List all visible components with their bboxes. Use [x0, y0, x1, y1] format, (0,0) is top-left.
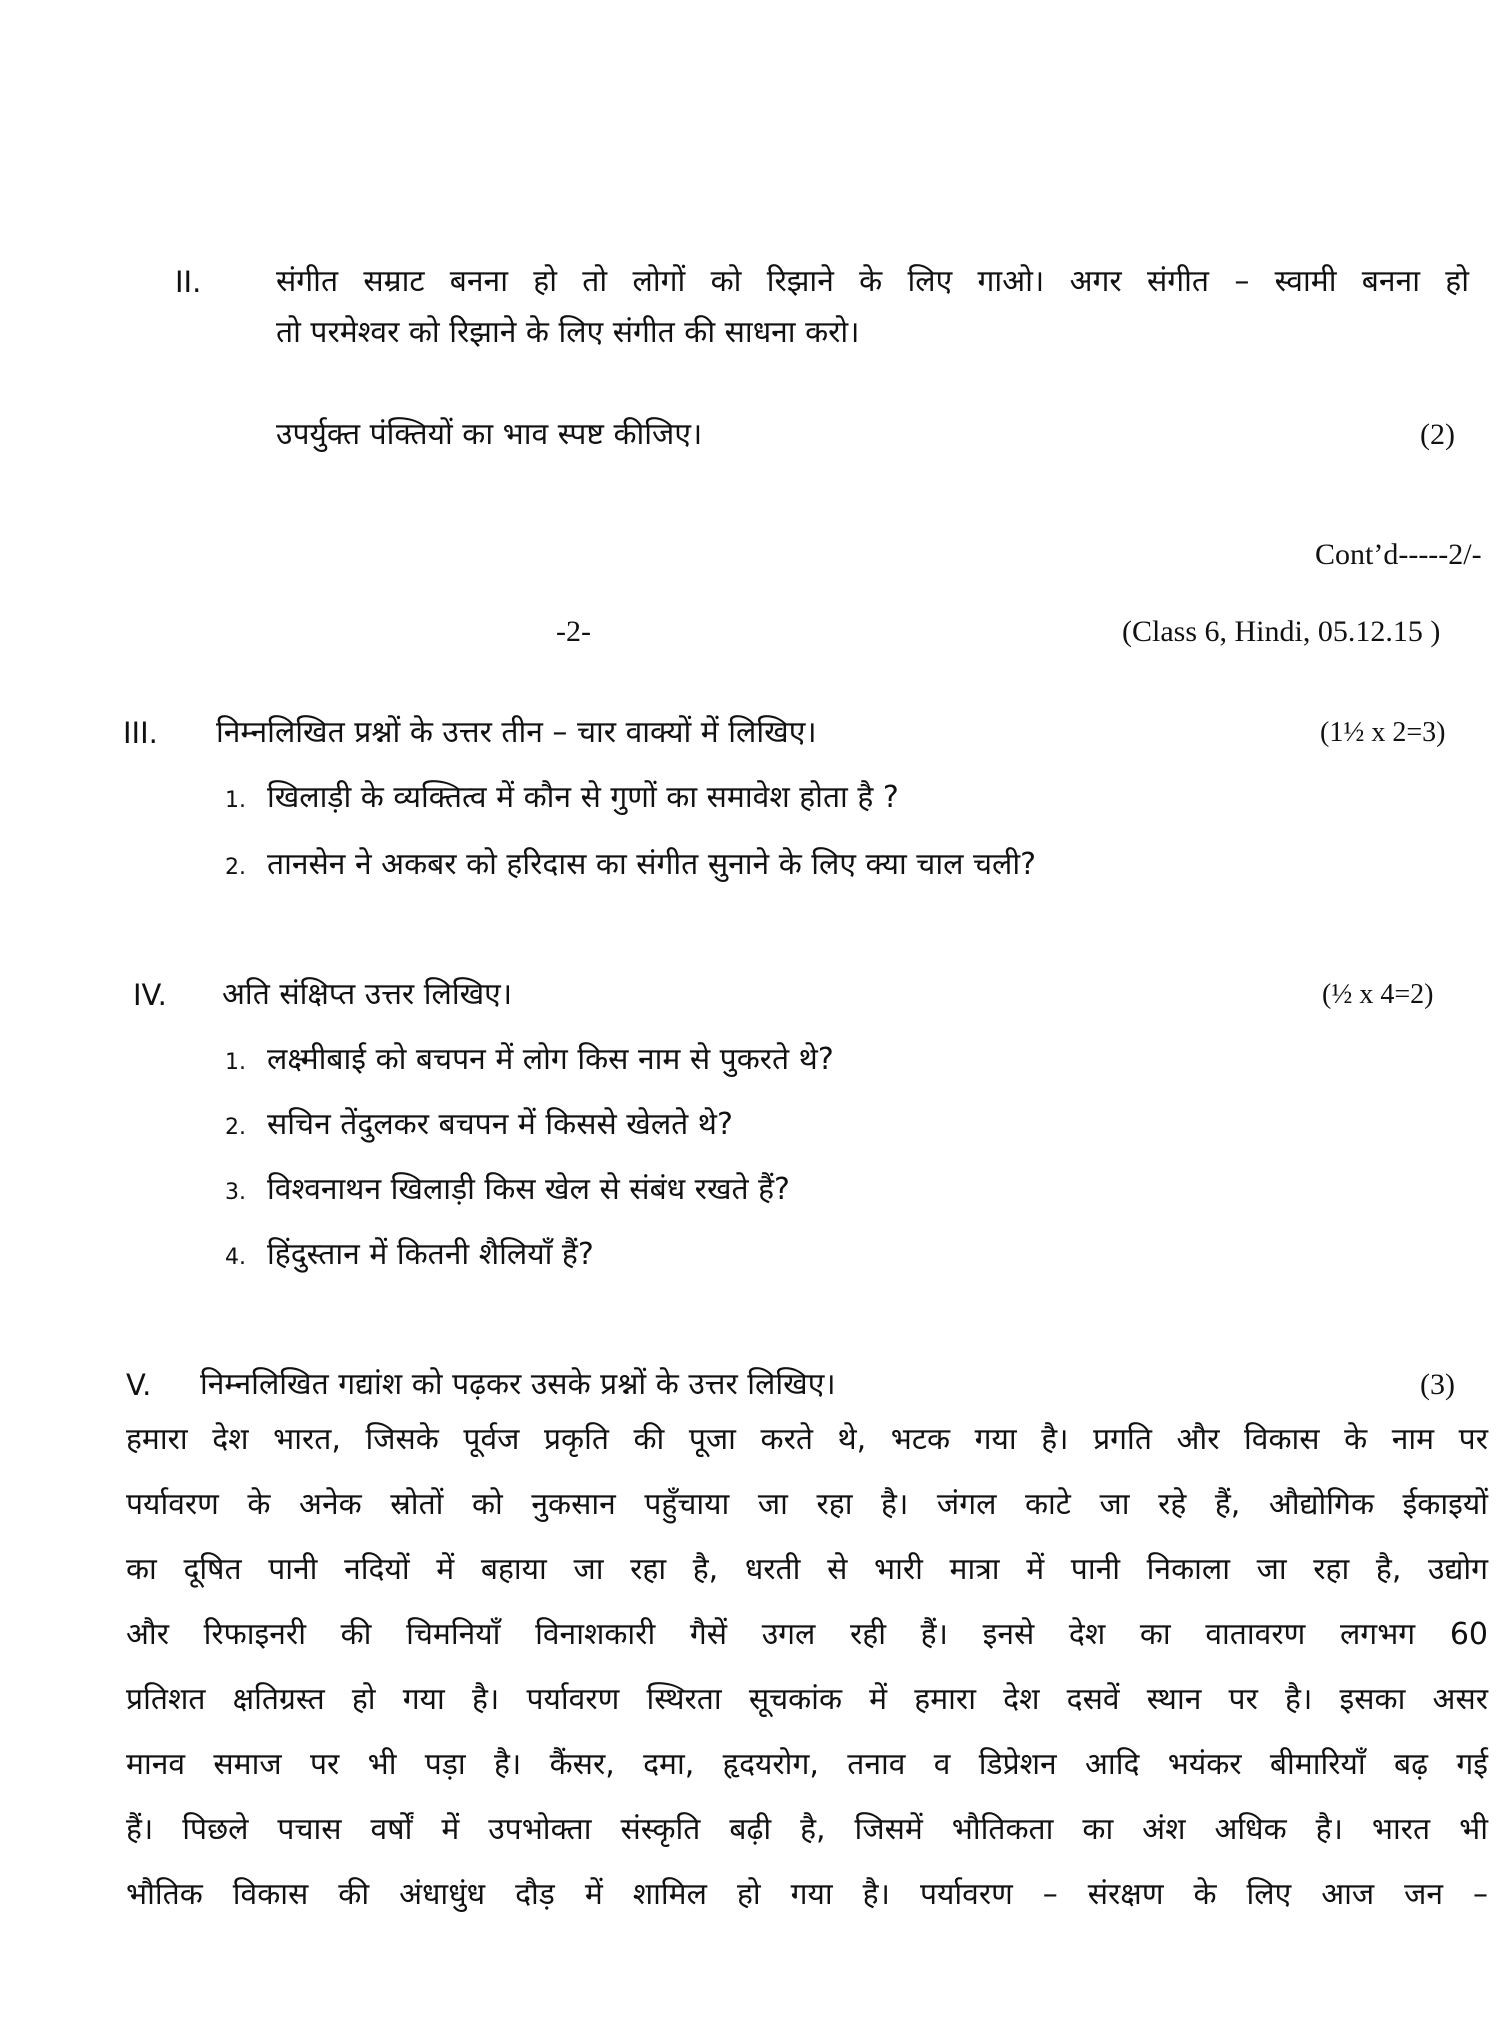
- question-marks: (2): [1420, 418, 1455, 451]
- list-item: [225, 778, 899, 821]
- item-text: लक्ष्मीबाई को बचपन में लोग किस नाम से पुकरते थे?: [267, 1042, 834, 1077]
- question-marks: (3): [1420, 1368, 1455, 1401]
- item-text: विश्वनाथन खिलाड़ी किस खेल से संबंध रखते हैं?: [267, 1172, 790, 1207]
- question-marks: (1½ x 2=3): [1320, 717, 1446, 748]
- question-instruction: अति संक्षिप्त उत्तर लिखिए।: [222, 977, 513, 1012]
- passage-line: का दूषित पानी नदियों में बहाया जा रहा है, धरती से भारी मात्रा में पानी निकाला जा रहा है, उद्योग: [126, 1552, 1488, 1587]
- item-number: 4.: [225, 1245, 246, 1270]
- item-text: सचिन तेंदुलकर बचपन में किससे खेलते थे?: [267, 1107, 733, 1142]
- continued-note: Cont’d-----2/-: [1315, 538, 1482, 571]
- item-number: 1.: [225, 788, 246, 813]
- passage-line: और रिफाइनरी की चिमनियाँ विनाशकारी गैसें उगल रही हैं। इनसे देश का वातावरण लगभग 60: [126, 1617, 1488, 1652]
- passage-line: भौतिक विकास की अंधाधुंध दौड़ में शामिल हो गया है। पर्यावरण – संरक्षण के लिए आज जन –: [126, 1877, 1488, 1912]
- question-number: II.: [175, 265, 202, 299]
- question-instruction: निम्नलिखित प्रश्नों के उत्तर तीन – चार वाक्यों में लिखिए।: [216, 715, 817, 750]
- list-item: [225, 1105, 733, 1148]
- question-instruction: निम्नलिखित गद्यांश को पढ़कर उसके प्रश्नों के उत्तर लिखिए।: [200, 1367, 836, 1402]
- item-number: 2.: [225, 855, 246, 880]
- page-number: -2-: [556, 615, 591, 648]
- question-marks: (½ x 4=2): [1322, 979, 1434, 1010]
- passage-line: हैं। पिछले पचास वर्षों में उपभोक्ता संस्कृति बढ़ी है, जिसमें भौतिकता का अंश अधिक है। भारत भी: [126, 1812, 1488, 1847]
- question-number: III.: [123, 716, 158, 750]
- item-text: हिंदुस्तान में कितनी शैलियाँ हैं?: [267, 1237, 594, 1272]
- passage-line: मानव समाज पर भी पड़ा है। कैंसर, दमा, हृदयरोग, तनाव व डिप्रेशन आदि भयंकर बीमारियाँ बढ़ गई: [126, 1747, 1488, 1782]
- passage-line: प्रतिशत क्षतिग्रस्त हो गया है। पर्यावरण स्थिरता सूचकांक में हमारा देश दसवें स्थान पर है। इसका असर: [126, 1682, 1488, 1717]
- question-instruction: उपर्युक्त पंक्तियों का भाव स्पष्ट कीजिए।: [276, 417, 703, 452]
- item-number: 3.: [225, 1180, 246, 1205]
- item-text: खिलाड़ी के व्यक्तित्व में कौन से गुणों का समावेश होता है ?: [267, 780, 899, 815]
- item-text: तानसेन ने अकबर को हरिदास का संगीत सुनाने के लिए क्या चाल चली?: [267, 847, 1037, 882]
- list-item: [225, 1235, 594, 1278]
- question-text-line: संगीत सम्राट बनना हो तो लोगों को रिझाने के लिए गाओ। अगर संगीत – स्वामी बनना हो: [276, 264, 1469, 299]
- list-item: [225, 845, 1036, 888]
- passage-line: हमारा देश भारत, जिसके पूर्वज प्रकृति की पूजा करते थे, भटक गया है। प्रगति और विकास के नाम पर: [126, 1422, 1488, 1457]
- list-item: [225, 1170, 790, 1213]
- paper-info: (Class 6, Hindi, 05.12.15 ): [1122, 615, 1441, 648]
- question-number: IV.: [133, 978, 167, 1012]
- question-text-line: तो परमेश्वर को रिझाने के लिए संगीत की साधना करो।: [276, 315, 860, 350]
- list-item: [225, 1040, 834, 1083]
- item-number: 1.: [225, 1050, 246, 1075]
- question-number: V.: [126, 1368, 152, 1402]
- item-number: 2.: [225, 1115, 246, 1140]
- passage-line: पर्यावरण के अनेक स्रोतों को नुकसान पहुँचाया जा रहा है। जंगल काटे जा रहे हैं, औद्योगिक ईकाइयों: [126, 1487, 1488, 1522]
